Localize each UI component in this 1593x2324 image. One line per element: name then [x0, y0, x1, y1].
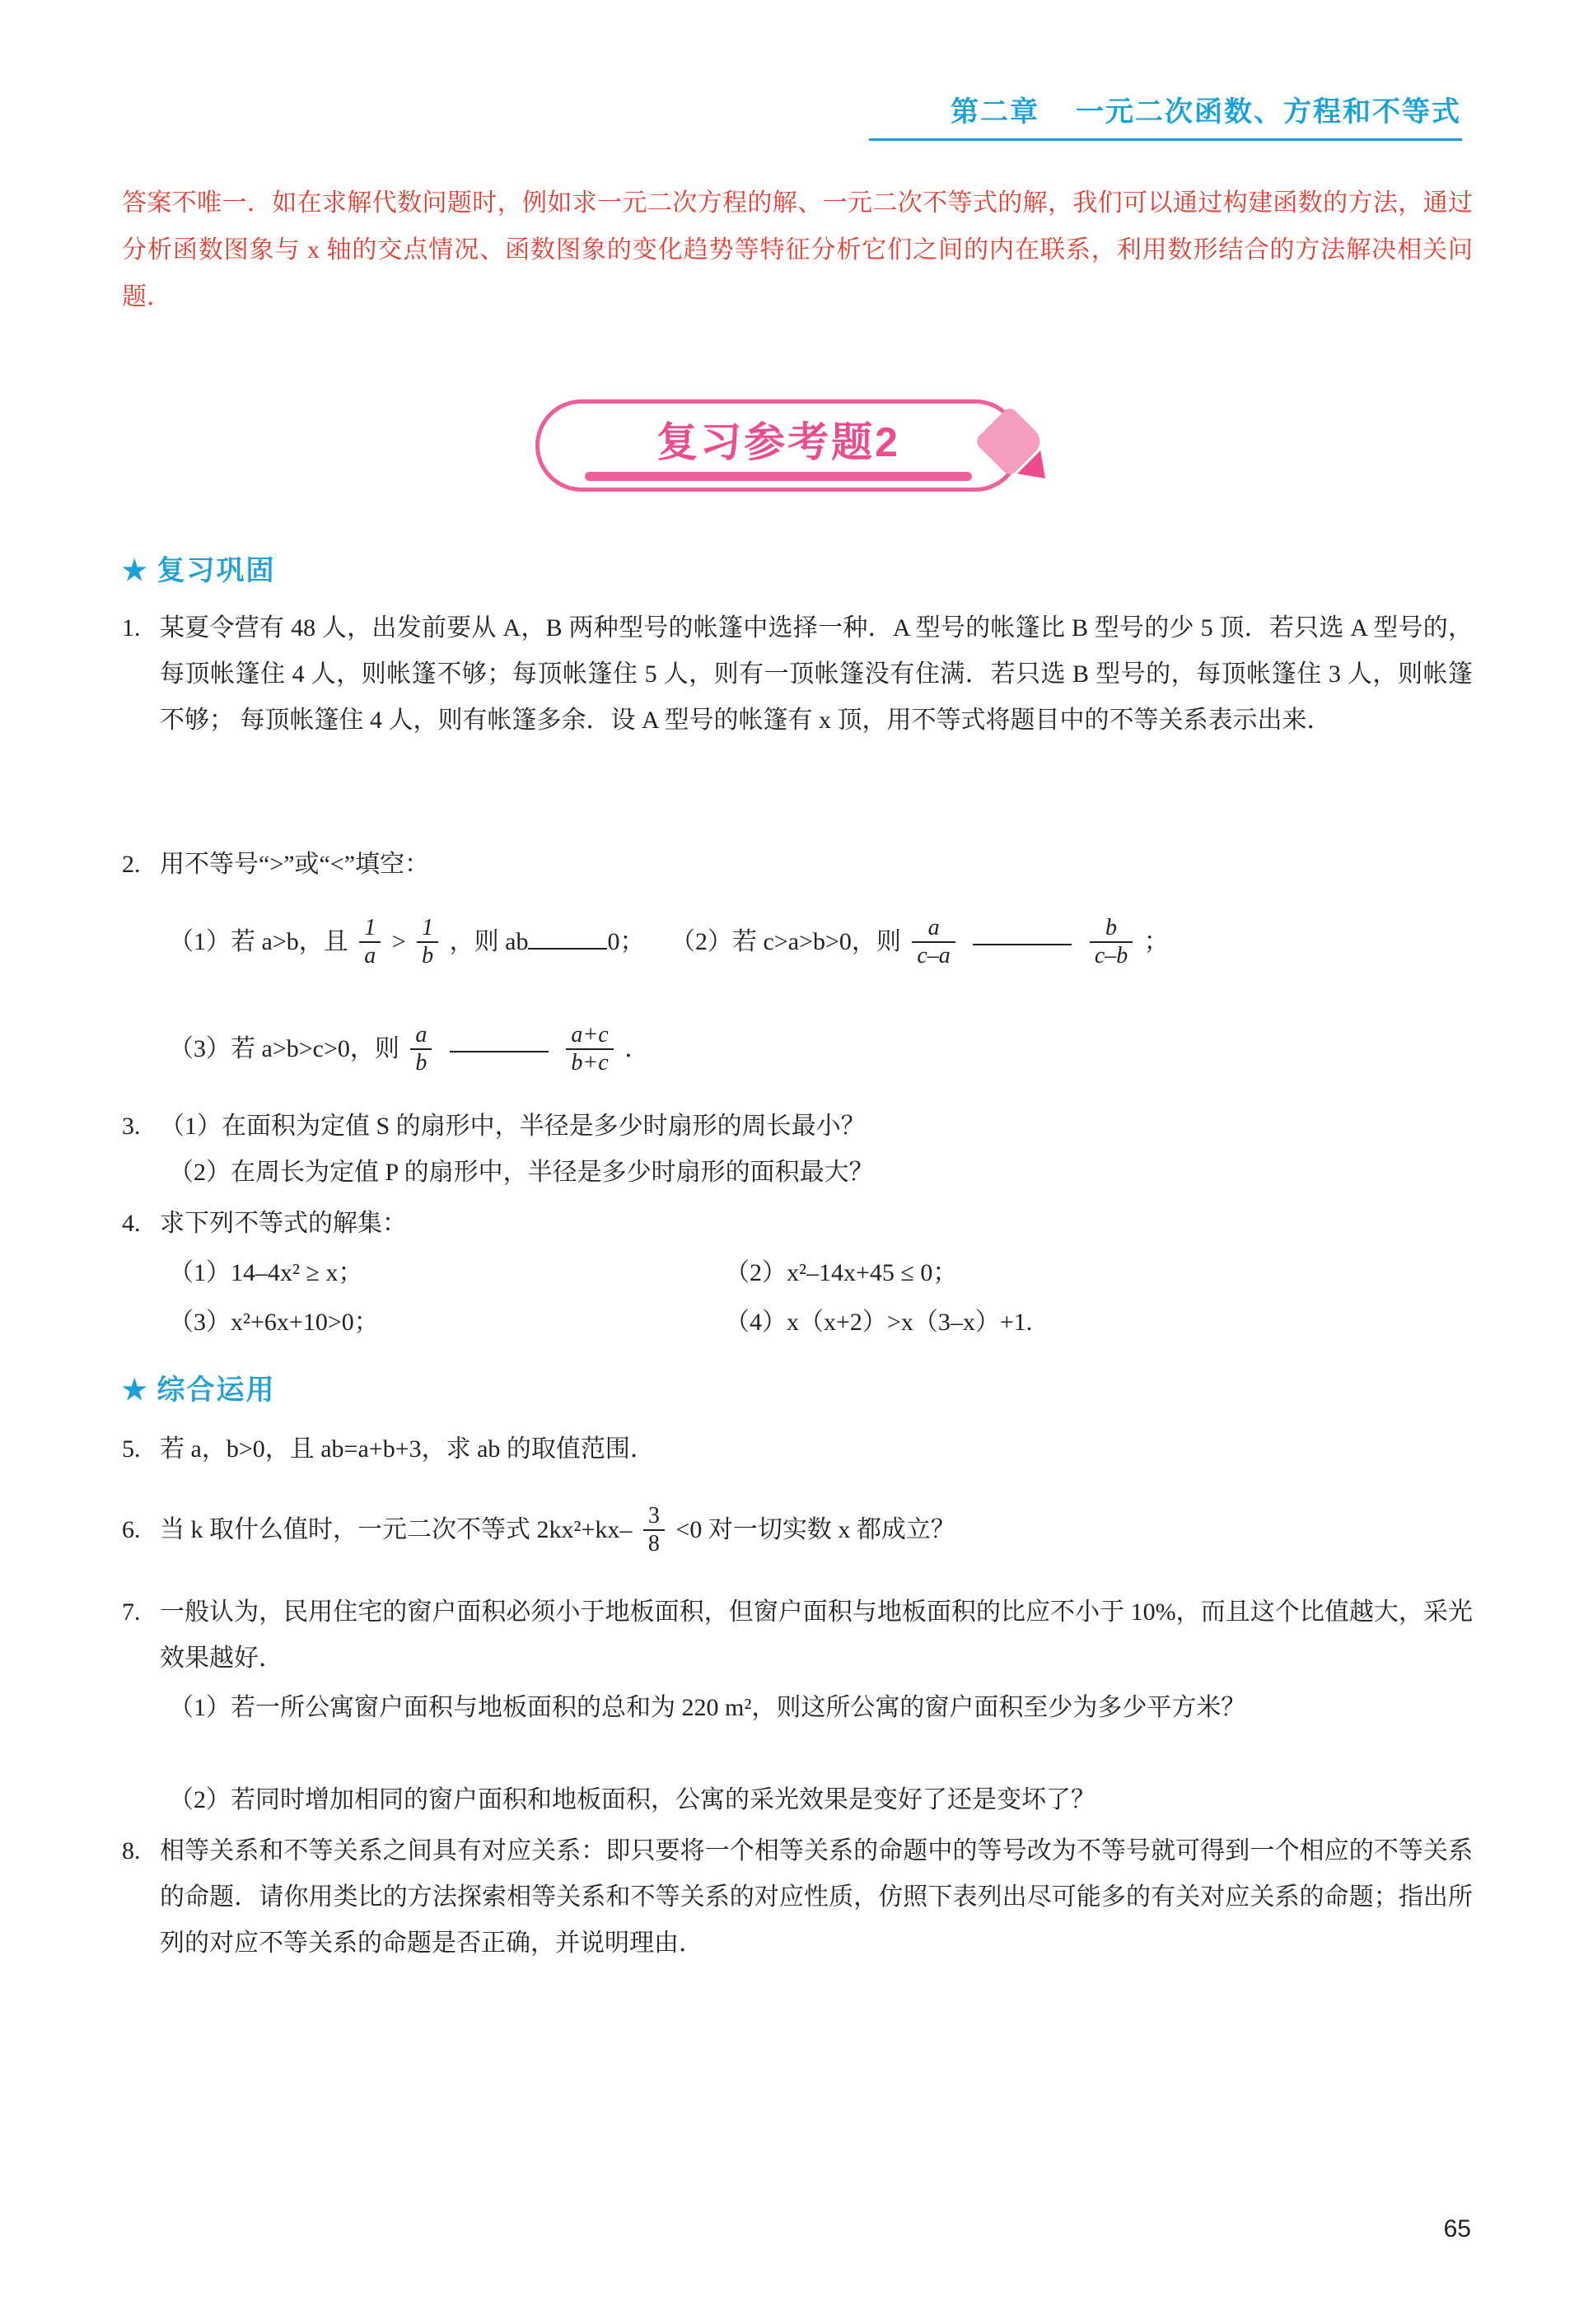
problem-8: [122, 1828, 1473, 1967]
problem-2-sub3-line: [169, 1011, 1503, 1087]
section-head-label-1: 复习巩固: [156, 555, 276, 586]
problem-3-sub1: （1）在面积为定值 S 的扇形中，半径是多少时扇形的周长最小？: [160, 1113, 866, 1140]
fraction-a-plus-c-over-b-plus-c: $\frac{a+c}{b+c}$: [566, 1022, 613, 1076]
problem-4-number: 4.: [122, 1210, 141, 1237]
problem-4-sub3: （3）x²+6x+10>0；: [169, 1309, 379, 1336]
header-chapter: 第二章: [951, 97, 1039, 128]
banner-label: 复习参考题2: [656, 419, 900, 465]
problem-2-sub3-pre: （3）若 a>b>c>0，则: [169, 1035, 399, 1062]
problem-2-sub1-pre: （1）若 a>b，且: [169, 928, 348, 955]
problem-2-number: 2.: [122, 851, 141, 878]
problem-7-sub1: （1）若一所公寓窗户面积与地板面积的总和为 220 m²，则这所公寓的窗户面积至少为多少平方米？: [169, 1694, 1246, 1721]
problem-1-text: 某夏令营有 48 人，出发前要从 A，B 两种型号的帐篷中选择一种．A 型号的帐篷比 B 型号的少 5 顶．若只选 A 型号的，每顶帐篷住 4 人，则帐篷不够；每顶帐篷住 5 人，则有一顶帐篷没有住满．若只选 B 型号的，每顶帐篷住 3 人，则帐篷不够； 每顶帐篷住 4 人，则有帐篷多余．设 A 型号的帐篷有 x 顶，用不等式将题目中的不等关系表示出来．: [160, 614, 1473, 734]
section-head-label-2: 综合运用: [156, 1374, 276, 1406]
fraction-3-over-8: $\frac{3}{8}$: [643, 1503, 665, 1557]
problem-2-sub2-tail: ；: [1143, 928, 1169, 955]
problem-4-sub4: （4）x（x+2）>x（3–x）+1.: [725, 1309, 1033, 1336]
problem-7-sub2: （2）若同时增加相同的窗户面积和地板面积，公寓的采光效果是变好了还是变坏了？: [169, 1786, 1095, 1813]
problem-2-stem: 用不等号“>”或“<”填空：: [160, 851, 430, 878]
fraction-a-over-c-minus-a: $\frac{a}{c-a}$: [912, 915, 955, 969]
answer-blank-3: [450, 1049, 549, 1052]
problem-7: [122, 1589, 1473, 1682]
fraction-b-over-c-minus-b: $\frac{b}{c-b}$: [1090, 915, 1133, 969]
problem-2-sub3-tail: ．: [624, 1035, 650, 1062]
problem-1-number: 1.: [122, 614, 141, 642]
section-banner: [535, 399, 1046, 511]
intro-paragraph: 答案不唯一．如在求解代数问题时，例如求一元二次方程的解、一元二次不等式的解，我们可以通过构建函数的方法，通过分析函数图象与 x 轴的交点情况、函数图象的变化趋势等特征分析它们之间的内在联系，利用数形结合的方法解决相关问题．: [122, 189, 1473, 310]
problem-4-sub1: （1）14–4x² ≥ x；: [169, 1259, 363, 1286]
problem-8-number: 8.: [122, 1837, 141, 1864]
problem-3: [122, 1104, 1473, 1150]
problem-2-sub1-line: [169, 904, 1503, 980]
problem-5-text: 若 a，b>0，且 ab=a+b+3，求 ab 的取值范围．: [160, 1435, 655, 1463]
star-icon-2: ★: [122, 1374, 149, 1406]
problem-3-sub2: （2）在周长为定值 P 的扇形中，半径是多少时扇形的面积最大？: [169, 1159, 874, 1186]
problem-2-sub1-post: ，则 ab: [449, 928, 529, 955]
problem-3-number: 3.: [122, 1113, 141, 1140]
problem-6-pre: 当 k 取什么值时，一元二次不等式 2kx²+kx–: [160, 1516, 633, 1543]
problem-1: [122, 605, 1473, 744]
header-divider: [869, 138, 1462, 141]
problem-6: [122, 1491, 1473, 1570]
problem-6-text: [160, 1491, 1473, 1570]
fraction-1-over-a: $\frac{1}{a}$: [359, 915, 381, 969]
page-number: 65: [1443, 2215, 1471, 2242]
fraction-a-over-b: $\frac{a}{b}$: [410, 1022, 432, 1076]
problem-4-sub2: （2）x²–14x+45 ≤ 0；: [725, 1259, 958, 1286]
problem-4: [122, 1201, 1473, 1247]
problem-3-sub2-line: [169, 1150, 1470, 1196]
answer-blank-1: [528, 923, 607, 950]
problem-6-post: <0 对一切实数 x 都成立？: [675, 1516, 955, 1543]
header-title: 一元二次函数、方程和不等式: [1076, 97, 1461, 128]
problem-5-number: 5.: [122, 1435, 141, 1463]
problem-2-sub1-gt: >: [391, 928, 406, 955]
star-icon: ★: [122, 555, 149, 586]
problem-2-sub1-tail: 0；: [607, 928, 645, 955]
problem-4-stem: 求下列不等式的解集：: [160, 1210, 407, 1237]
problem-8-text: 相等关系和不等关系之间具有对应关系：即只要将一个相等关系的命题中的等号改为不等号就可得到一个相应的不等关系的命题．请你用类比的方法探索相等关系和不等关系的对应性质，仿照下表列出尽可能多的有关对应关系的命题；指出所列的对应不等关系的命题是否正确，并说明理由．: [160, 1837, 1473, 1957]
problem-5: [122, 1426, 1473, 1472]
section-head-comprehensive: [122, 1367, 275, 1407]
page-header: [0, 89, 1593, 129]
problem-6-number: 6.: [122, 1516, 141, 1543]
fraction-1-over-b: $\frac{1}{b}$: [417, 915, 438, 969]
answer-blank-2: [973, 942, 1072, 945]
problem-2: [122, 842, 1473, 888]
problem-7-stem: 一般认为，民用住宅的窗户面积必须小于地板面积，但窗户面积与地板面积的比应不小于 10%，而且这个比值越大，采光效果越好．: [160, 1598, 1473, 1672]
problem-7-number: 7.: [122, 1598, 141, 1626]
problem-2-sub2-pre: （2）若 c>a>b>0，则: [670, 928, 901, 955]
section-head-review: [122, 548, 275, 588]
